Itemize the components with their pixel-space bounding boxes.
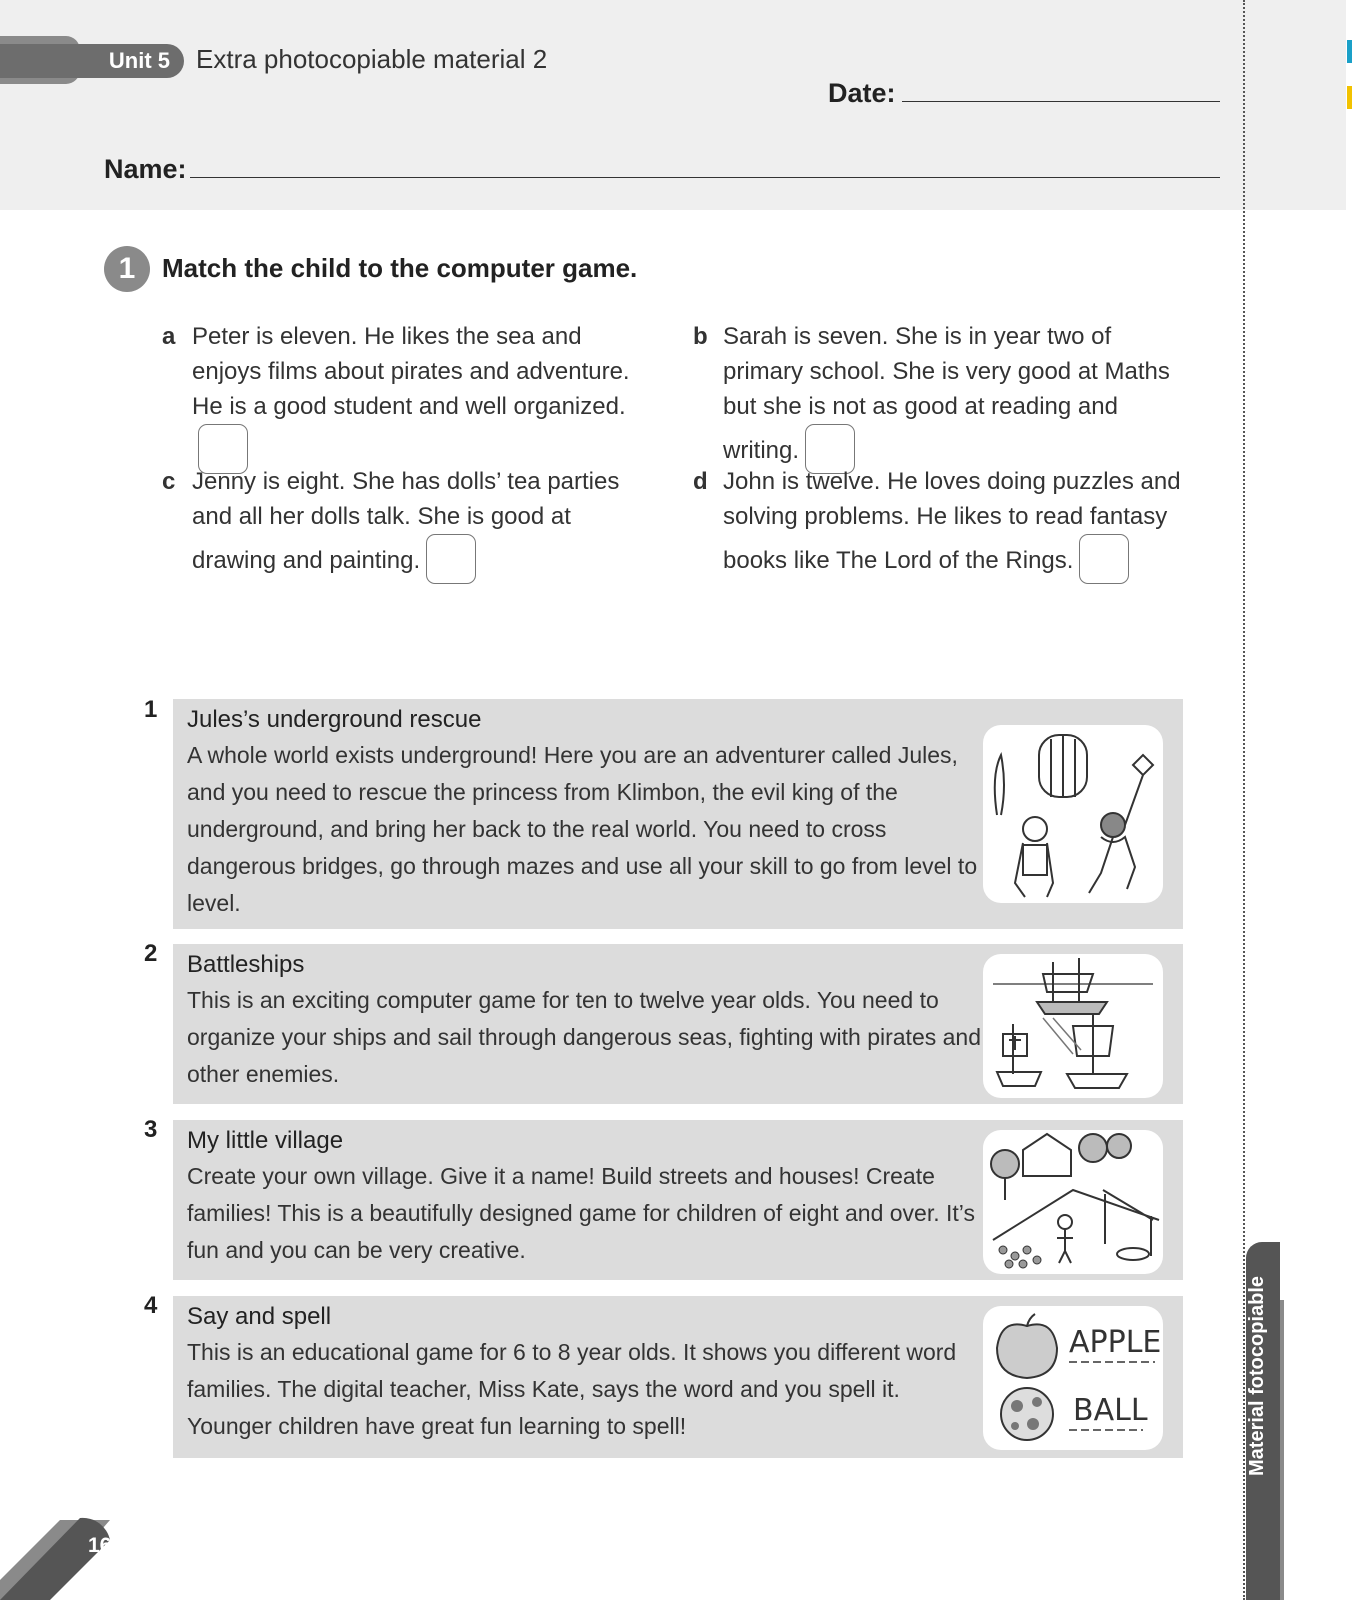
game-number: 4 <box>144 1292 158 1319</box>
unit-badge: Unit 5 <box>0 44 184 78</box>
game-title: Battleships <box>187 951 305 978</box>
ball-word: BALL <box>1073 1393 1148 1428</box>
cut-line <box>1243 0 1245 1600</box>
game-card-1 <box>173 699 1183 929</box>
exercise-instruction: Match the child to the computer game. <box>162 253 638 283</box>
game-card-2 <box>173 944 1183 1104</box>
game-description: A whole world exists underground! Here you are an adventurer called Jules, and you need to rescue the princess from Klimbon, the evil king of the underground, and bring her back to the real world. You need to cross dangerous bridges, go through mazes and use all your skill to go from level to level. <box>187 742 978 916</box>
game-title: Jules’s underground rescue <box>187 706 482 733</box>
child-letter: c <box>162 468 176 495</box>
child-item-c <box>162 464 652 584</box>
game-title: My little village <box>187 1127 344 1154</box>
child-letter: d <box>693 468 708 495</box>
header-band <box>0 0 1346 210</box>
child-item-d <box>693 464 1193 584</box>
village-illustration-icon <box>983 1130 1163 1274</box>
side-tab-label: Material fotocopiable <box>1246 1275 1268 1476</box>
answer-box[interactable] <box>426 534 476 584</box>
game-number: 2 <box>144 940 158 967</box>
apple-word: APPLE <box>1069 1325 1162 1360</box>
name-field-line[interactable] <box>190 177 1220 178</box>
game-card-4 <box>173 1296 1183 1458</box>
child-description: Sarah is seven. She is in year two of primary school. She is very good at Maths but she is not as good at reading and writing. <box>723 323 1170 464</box>
child-description: Jenny is eight. She has dolls’ tea parties and all her dolls talk. She is good at drawing and painting. <box>192 468 620 574</box>
page-title: Extra photocopiable material 2 <box>196 44 548 74</box>
child-item-b <box>693 319 1193 474</box>
page-number: 168 <box>88 1534 124 1557</box>
game-number: 3 <box>144 1116 158 1143</box>
game-title: Say and spell <box>187 1303 332 1330</box>
game-description: This is an exciting computer game for ten to twelve year olds. You need to organize your ships and sail through dangerous seas, fighting with pirates and other enemies. <box>187 987 981 1087</box>
name-label: Name: <box>104 154 187 184</box>
child-description: John is twelve. He loves doing puzzles and solving problems. He likes to read fantasy books like The Lord of the Rings. <box>723 468 1181 574</box>
ships-illustration-icon <box>983 954 1163 1098</box>
child-letter: b <box>693 323 708 350</box>
adventure-illustration-icon <box>983 725 1163 903</box>
spelling-illustration-icon <box>983 1306 1163 1450</box>
child-description: Peter is eleven. He likes the sea and enjoys films about pirates and adventure. He is a good student and well organized. <box>192 323 630 420</box>
game-card-3 <box>173 1120 1183 1280</box>
exercise-number-badge: 1 <box>104 246 150 292</box>
date-label: Date: <box>828 78 896 108</box>
edge-color-stripes <box>1347 40 1352 110</box>
date-field-line[interactable] <box>902 101 1220 102</box>
game-number: 1 <box>144 696 158 723</box>
game-description: Create your own village. Give it a name! Build streets and houses! Create families! This is a beautifully designed game for children of eight and over. It’s fun and you can be very creative. <box>187 1163 975 1263</box>
child-item-a <box>162 319 652 474</box>
child-letter: a <box>162 323 176 350</box>
game-description: This is an educational game for 6 to 8 year olds. It shows you different word families. The digital teacher, Miss Kate, says the word and you spell it. Younger children have great fun learning to spell! <box>187 1339 957 1439</box>
answer-box[interactable] <box>1079 534 1129 584</box>
